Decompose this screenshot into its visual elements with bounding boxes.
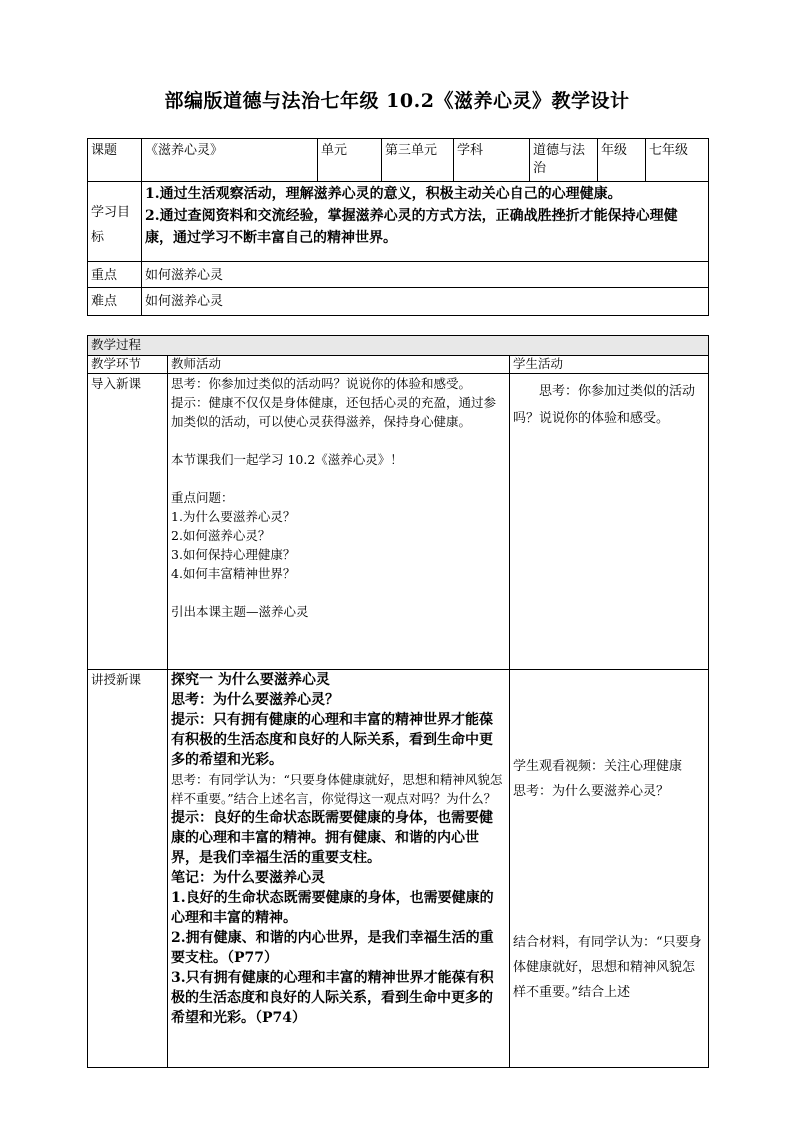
notes-title: 笔记：为什么要滋养心灵 (171, 870, 325, 886)
lesson-tip-2: 提示：良好的生命状态既需要健康的身体，也需要健康的心理和丰富的精神。拥有健康、和谐的内心世界，是我们幸福生活的重要支柱。 (171, 810, 493, 866)
intro-question-4: 4.如何丰富精神世界？ (171, 566, 296, 581)
document-title: 部编版道德与法治七年级 10.2《滋养心灵》教学设计 (164, 90, 630, 112)
objectives-label: 学习目标 (88, 182, 142, 262)
intro-key-questions: 重点问题： (171, 490, 234, 505)
intro-tip: 提示：健康不仅仅是身体健康，还包括心灵的充盈，通过参加类似的活动，可以使心灵获得滋养，保持身心健康。 (171, 395, 497, 429)
key-label: 重点 (88, 262, 142, 288)
intro-question-3: 3.如何保持心理健康？ (171, 547, 296, 562)
col-stage-header: 教学环节 (88, 356, 168, 374)
intro-lesson: 本节课我们一起学习 10.2《滋养心灵》！ (171, 452, 403, 467)
subject-label: 学科 (454, 139, 530, 182)
difficulty-label: 难点 (88, 288, 142, 316)
student-material: 结合材料，有同学认为：“只要身体健康就好，思想和精神风貌怎样不重要。”结合上述 (513, 935, 702, 1000)
intro-blank (171, 469, 506, 488)
key-value: 如何滋养心灵 (142, 262, 709, 288)
student-lesson-cell (510, 670, 709, 1068)
col-student-header: 学生活动 (510, 356, 709, 374)
col-teacher-header: 教师活动 (168, 356, 510, 374)
course-label: 课题 (88, 139, 142, 182)
course-info-table (87, 138, 709, 316)
stage-new-lesson: 讲授新课 (88, 670, 168, 1068)
student-video: 学生观看视频：关注心理健康 (513, 759, 683, 774)
student-spacer (513, 670, 705, 754)
objective-2: 2.通过查阅资料和交流经验，掌握滋养心灵的方式方法，正确战胜挫折才能保持心理健康，通过学习不断丰富自己的精神世界。 (145, 208, 678, 246)
intro-blank (171, 431, 506, 450)
student-spacer (513, 804, 705, 930)
lesson-think-2: 思考：有同学认为：“只要身体健康就好，思想和精神风貌怎样不重要。”结合上述名言，你觉得这一观点对吗？为什么？ (171, 772, 503, 806)
student-intro-cell (510, 374, 709, 670)
intro-blank (171, 583, 506, 602)
note-1: 1.良好的生命状态既需要健康的身体，也需要健康的心理和丰富的精神。 (171, 890, 494, 926)
lesson-tip-1: 提示：只有拥有健康的心理和丰富的精神世界才能葆有积极的生活态度和良好的人际关系，看到生命中更多的希望和光彩。 (171, 712, 493, 768)
stage-intro: 导入新课 (88, 374, 168, 670)
grade-label: 年级 (598, 139, 646, 182)
grade-value: 七年级 (646, 139, 709, 182)
teacher-intro-cell (168, 374, 510, 670)
process-header: 教学过程 (88, 336, 709, 356)
subject-value: 道德与法治 (530, 139, 598, 182)
difficulty-value: 如何滋养心灵 (142, 288, 709, 316)
teacher-lesson-cell (168, 670, 510, 1068)
explore-title: 探究一 为什么要滋养心灵 (171, 672, 330, 688)
note-2: 2.拥有健康、和谐的内心世界，是我们幸福生活的重要支柱。（P77） (171, 930, 494, 966)
student-intro-think: 思考：你参加过类似的活动吗？说说你的体验和感受。 (513, 384, 696, 426)
objective-1: 1.通过生活观察活动，理解滋养心灵的意义，积极主动关心自己的心理健康。 (145, 186, 622, 202)
teaching-process-table (87, 335, 709, 1068)
objectives-cell (142, 182, 709, 262)
unit-label: 单元 (318, 139, 382, 182)
course-value: 《滋养心灵》 (142, 139, 318, 182)
intro-topic: 引出本课主题—滋养心灵 (171, 604, 309, 619)
intro-question-1: 1.为什么要滋养心灵？ (171, 509, 296, 524)
lesson-think-1: 思考：为什么要滋养心灵？ (171, 692, 339, 708)
intro-think: 思考：你参加过类似的活动吗？说说你的体验和感受。 (171, 376, 472, 391)
unit-value: 第三单元 (382, 139, 454, 182)
intro-question-2: 2.如何滋养心灵？ (171, 528, 271, 543)
student-think: 思考：为什么要滋养心灵？ (513, 784, 670, 799)
note-3: 3.只有拥有健康的心理和丰富的精神世界才能葆有积极的生活态度和良好的人际关系，看到生命中更多的希望和光彩。（P74） (171, 970, 494, 1026)
